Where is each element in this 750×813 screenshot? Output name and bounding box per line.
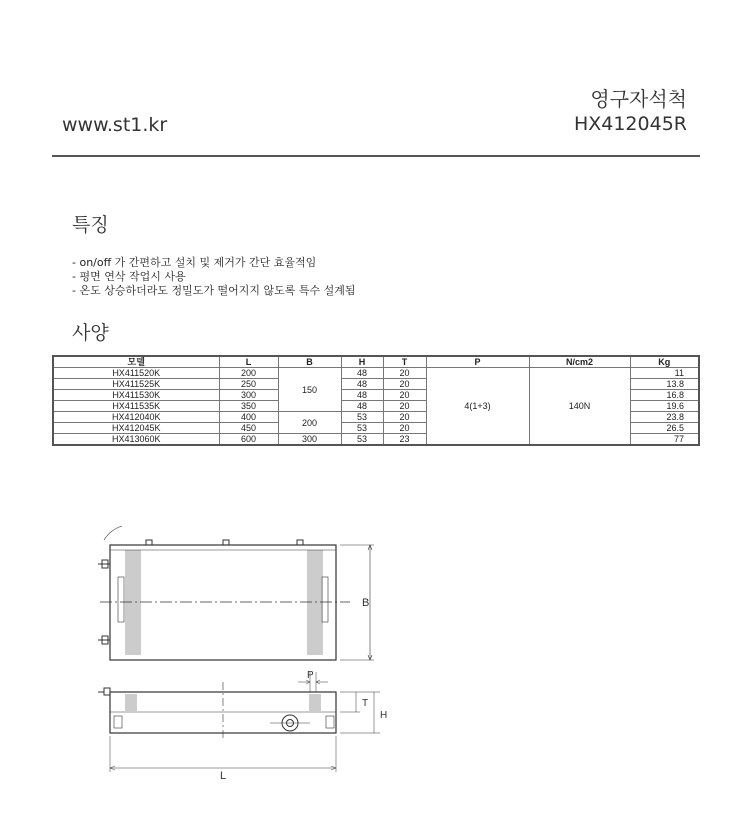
- cell-N: 140N: [529, 368, 630, 446]
- col-header-L: L: [219, 356, 278, 368]
- cell-L: 400: [219, 412, 278, 423]
- cell-H: 53: [341, 423, 383, 434]
- dim-label-T: T: [362, 698, 369, 709]
- cell-model: HX413060K: [53, 434, 219, 446]
- cell-kg: 11: [630, 368, 699, 379]
- cell-P: 4(1+3): [426, 368, 529, 446]
- site-url: www.st1.kr: [62, 114, 168, 136]
- cell-model: HX411525K: [53, 379, 219, 390]
- dim-label-L: L: [220, 770, 227, 780]
- cell-L: 350: [219, 401, 278, 412]
- cell-H: 48: [341, 390, 383, 401]
- spec-table: [52, 355, 700, 446]
- col-header-B: B: [278, 356, 341, 368]
- cell-H: 48: [341, 379, 383, 390]
- top-view: [98, 526, 374, 660]
- dim-label-B: B: [362, 597, 370, 609]
- col-header-P: P: [426, 356, 529, 368]
- cell-L: 300: [219, 390, 278, 401]
- spec-heading: 사양: [72, 322, 109, 344]
- table-header-row: [53, 356, 699, 368]
- col-header-H: H: [341, 356, 383, 368]
- features-heading: 특징: [72, 214, 109, 236]
- cell-kg: 16.8: [630, 390, 699, 401]
- cell-B: 200: [278, 412, 341, 434]
- product-name: 영구자석척: [590, 87, 687, 111]
- cell-kg: 19.6: [630, 401, 699, 412]
- cell-L: 200: [219, 368, 278, 379]
- cell-kg: 77: [630, 434, 699, 446]
- dim-label-H: H: [380, 710, 388, 721]
- cell-L: 250: [219, 379, 278, 390]
- pole-stripes-right: [308, 550, 322, 655]
- side-view: [98, 672, 380, 772]
- cell-kg: 13.8: [630, 379, 699, 390]
- header-divider: [52, 155, 700, 157]
- table-row: [53, 368, 699, 379]
- cell-H: 53: [341, 412, 383, 423]
- cell-model: HX412045K: [53, 423, 219, 434]
- col-header-model: 모델: [53, 356, 219, 368]
- cell-B: 300: [278, 434, 341, 446]
- cell-T: 23: [383, 434, 426, 446]
- cell-T: 20: [383, 423, 426, 434]
- cell-L: 450: [219, 423, 278, 434]
- col-header-N: N/cm2: [529, 356, 630, 368]
- cell-T: 20: [383, 412, 426, 423]
- cell-model: HX411535K: [53, 401, 219, 412]
- cell-T: 20: [383, 368, 426, 379]
- feature-item: - 평면 연삭 작업시 사용: [72, 270, 186, 283]
- cell-kg: 23.8: [630, 412, 699, 423]
- cell-T: 20: [383, 379, 426, 390]
- cell-H: 48: [341, 401, 383, 412]
- technical-drawing: [90, 522, 390, 780]
- col-header-T: T: [383, 356, 426, 368]
- col-header-kg: Kg: [630, 356, 699, 368]
- cell-model: HX411530K: [53, 390, 219, 401]
- feature-item: - 온도 상승하더라도 정밀도가 떨어지지 않도록 특수 설계됨: [72, 284, 356, 297]
- features-list: [72, 256, 355, 298]
- cell-L: 600: [219, 434, 278, 446]
- cell-H: 53: [341, 434, 383, 446]
- cell-B: 150: [278, 368, 341, 412]
- cell-T: 20: [383, 390, 426, 401]
- cell-model: HX411520K: [53, 368, 219, 379]
- dim-label-P: P: [307, 670, 314, 681]
- cell-H: 48: [341, 368, 383, 379]
- feature-item: - on/off 가 간편하고 설치 및 제거가 간단 효율적임: [72, 256, 317, 269]
- cell-kg: 26.5: [630, 423, 699, 434]
- cell-model: HX412040K: [53, 412, 219, 423]
- product-model: HX412045R: [573, 113, 687, 135]
- product-title-block: [574, 86, 687, 136]
- pole-stripes-left: [126, 550, 140, 655]
- cell-T: 20: [383, 401, 426, 412]
